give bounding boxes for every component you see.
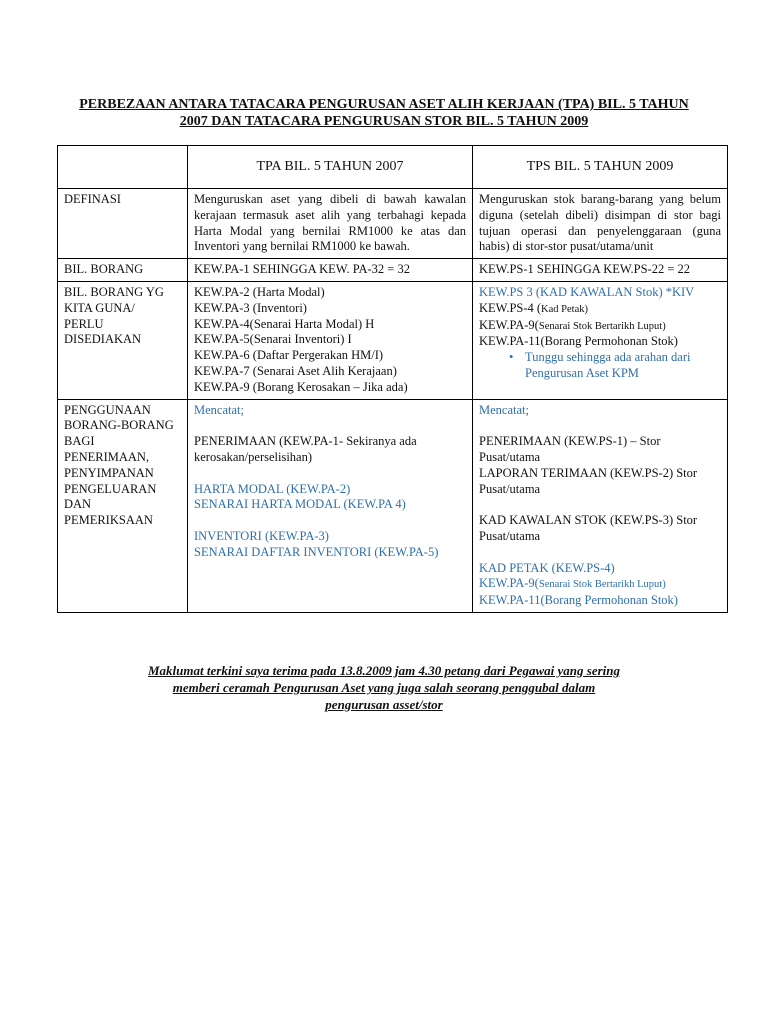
senarai-hm-line: SENARAI HARTA MODAL (KEW.PA 4) (194, 497, 406, 512)
bullet-note (479, 350, 721, 382)
label-line: PEMERIKSAAN (64, 513, 153, 528)
label-line: DISEDIAKAN (64, 332, 142, 347)
kad-petak-line: KAD PETAK (KEW.PS-4) (479, 560, 615, 575)
comparison-table (57, 145, 728, 613)
kad-kawalan-line: Pusat/utama (479, 528, 541, 543)
senarai-inv-line: SENARAI DAFTAR INVENTORI (KEW.PA-5) (194, 544, 439, 559)
pa11-line: KEW.PA-11(Borang Permohonan Stok) (479, 593, 678, 608)
list-item: KEW.PA-3 (Inventori) (194, 300, 307, 315)
label-line: PENERIMAAN, (64, 449, 150, 464)
footer-line-3: pengurusan asset/stor (325, 697, 443, 712)
bil-borang-tpa: KEW.PA-1 SEHINGGA KEW. PA-32 = 32 (188, 259, 473, 282)
definasi-tpa: Menguruskan aset yang dibeli di bawah kawalan kerajaan termasuk aset alih yang terbahagi kepada Harta Modal yang bernilai RM1000 ke atas dan Inventori yang bernilai RM1000 ke bawah. (188, 189, 473, 259)
kita-guna-tps-list (473, 281, 728, 399)
table-header-row (58, 146, 728, 189)
penerimaan-line: Pusat/utama (479, 449, 541, 464)
list-item: KEW.PA-9 (Borang Kerosakan – Jika ada) (194, 379, 408, 394)
bullet-text: Tunggu sehingga ada arahan dari Pengurusan Aset KPM (525, 350, 691, 380)
kita-guna-tpa-list (188, 281, 473, 399)
mencatat-label: Mencatat; (194, 402, 244, 417)
bullet-icon: • (509, 350, 514, 365)
label-line: PENYIMPANAN (64, 465, 154, 480)
title-line-1: PERBEZAAN ANTARA TATACARA PENGURUSAN ASET ALIH KERJAAN (TPA) BIL. 5 TAHUN (79, 97, 689, 112)
penerimaan-line: PENERIMAAN (KEW.PS-1) – Stor (479, 434, 661, 449)
pa9-line (479, 576, 721, 593)
ps4-desc: Kad Petak) (541, 303, 588, 315)
row-label-penggunaan (58, 399, 188, 612)
label-line: DAN (64, 497, 92, 512)
penggunaan-tps (473, 399, 728, 612)
label-line: BIL. BORANG YG (64, 284, 164, 299)
header-tpa: TPA BIL. 5 TAHUN 2007 (188, 146, 473, 189)
document-title (40, 96, 728, 130)
list-item: KEW.PA-5(Senarai Inventori) I (194, 332, 352, 347)
footer-line-1: Maklumat terkini saya terima pada 13.8.2009 jam 4.30 petang dari Pegawai yang sering (148, 663, 620, 678)
penggunaan-tpa (188, 399, 473, 612)
header-tps: TPS BIL. 5 TAHUN 2009 (473, 146, 728, 189)
label-line: BAGI (64, 434, 95, 449)
mencatat-label: Mencatat; (479, 402, 529, 417)
header-empty-cell (58, 146, 188, 189)
list-item: KEW.PA-7 (Senarai Aset Alih Kerajaan) (194, 363, 397, 378)
list-item: KEW.PA-2 (Harta Modal) (194, 284, 325, 299)
row-label-bil-borang: BIL. BORANG (58, 259, 188, 282)
penerimaan-line: PENERIMAAN (KEW.PA-1- Sekiranya ada (194, 434, 417, 449)
pa9-code: KEW.PA-9( (479, 576, 539, 591)
laporan-line: LAPORAN TERIMAAN (KEW.PS-2) Stor (479, 465, 698, 480)
table-row-kita-guna (58, 281, 728, 399)
row-label-kita-guna (58, 281, 188, 399)
table-row-definasi (58, 189, 728, 259)
footer-line-2: memberi ceramah Pengurusan Aset yang juga salah seorang penggubal dalam (172, 680, 596, 695)
label-line: KITA GUNA/ (64, 300, 135, 315)
list-item-pa9 (479, 318, 721, 335)
table-row-bil-borang (58, 259, 728, 282)
pa9-code: KEW.PA-9( (479, 317, 539, 332)
kad-kawalan-line: KAD KAWALAN STOK (KEW.PS-3) Stor (479, 513, 698, 528)
label-line: PENGGUNAAN (64, 402, 151, 417)
title-line-2: 2007 DAN TATACARA PENGURUSAN STOR BIL. 5 TAHUN 2009 (179, 114, 589, 129)
ps4-code: KEW.PS-4 ( (479, 300, 542, 315)
list-item: KEW.PA-4(Senarai Harta Modal) H (194, 316, 375, 331)
definasi-tps: Menguruskan stok barang-barang yang belum diguna (setelah dibeli) disimpan di stor bagi tujuan operasi dan penyelenggaraan (guna habis) di stor-stor pusat/utama/unit (473, 189, 728, 259)
harta-modal-line: HARTA MODAL (KEW.PA-2) (194, 481, 351, 496)
list-item: KEW.PA-6 (Daftar Pergerakan HM/I) (194, 348, 384, 363)
penerimaan-line: kerosakan/perselisihan) (194, 449, 313, 464)
list-item-ps3: KEW.PS 3 (KAD KAWALAN Stok) *KIV (479, 284, 695, 299)
table-row-penggunaan (58, 399, 728, 612)
pa9-desc: Senarai Stok Bertarikh Luput) (538, 320, 666, 332)
row-label-definasi: DEFINASI (58, 189, 188, 259)
label-line: BORANG-BORANG (64, 418, 174, 433)
inventori-line: INVENTORI (KEW.PA-3) (194, 528, 329, 543)
pa9-desc: Senarai Stok Bertarikh Luput) (538, 579, 666, 591)
label-line: PENGELUARAN (64, 481, 157, 496)
label-line: PERLU (64, 316, 104, 331)
footer-note (40, 662, 728, 713)
bil-borang-tps: KEW.PS-1 SEHINGGA KEW.PS-22 = 22 (473, 259, 728, 282)
laporan-line: Pusat/utama (479, 481, 541, 496)
list-item-ps4 (479, 301, 721, 318)
list-item-pa11: KEW.PA-11(Borang Permohonan Stok) (479, 334, 678, 349)
